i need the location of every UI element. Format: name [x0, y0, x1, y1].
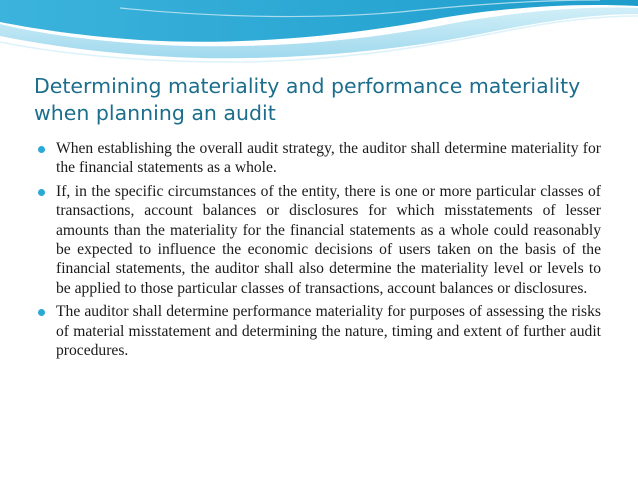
wave-header-decoration [0, 0, 638, 70]
filled-circle-bullet-icon [38, 189, 45, 196]
bullet-list [36, 139, 601, 364]
filled-circle-bullet-icon [38, 309, 45, 316]
bullet-item-1 [36, 139, 601, 178]
slide-title: Determining materiality and performance materiality when planning an audit [34, 74, 581, 125]
bullet-item-2 [36, 182, 601, 298]
bullet-item-3 [36, 302, 601, 360]
bullet-text: The auditor shall determine performance materiality for purposes of assessing the risks of material misstatement and determining the nature, timing and extent of further audit procedures. [56, 303, 601, 360]
bullet-text: When establishing the overall audit strategy, the auditor shall determine materiality for the financial statements as a whole. [56, 140, 601, 177]
filled-circle-bullet-icon [38, 146, 45, 153]
bullet-text: If, in the specific circumstances of the entity, there is one or more particular classes of transactions, account balances or disclosures for which misstatements of lesser amounts than the materiality for the financial statements as a whole could reasonably be expected to influence the economic decisions of users taken on the basis of the financial statements, the auditor shall also determine the materiality level or levels to be applied to those particular classes of transactions, account balances or disclosures. [56, 182, 601, 297]
